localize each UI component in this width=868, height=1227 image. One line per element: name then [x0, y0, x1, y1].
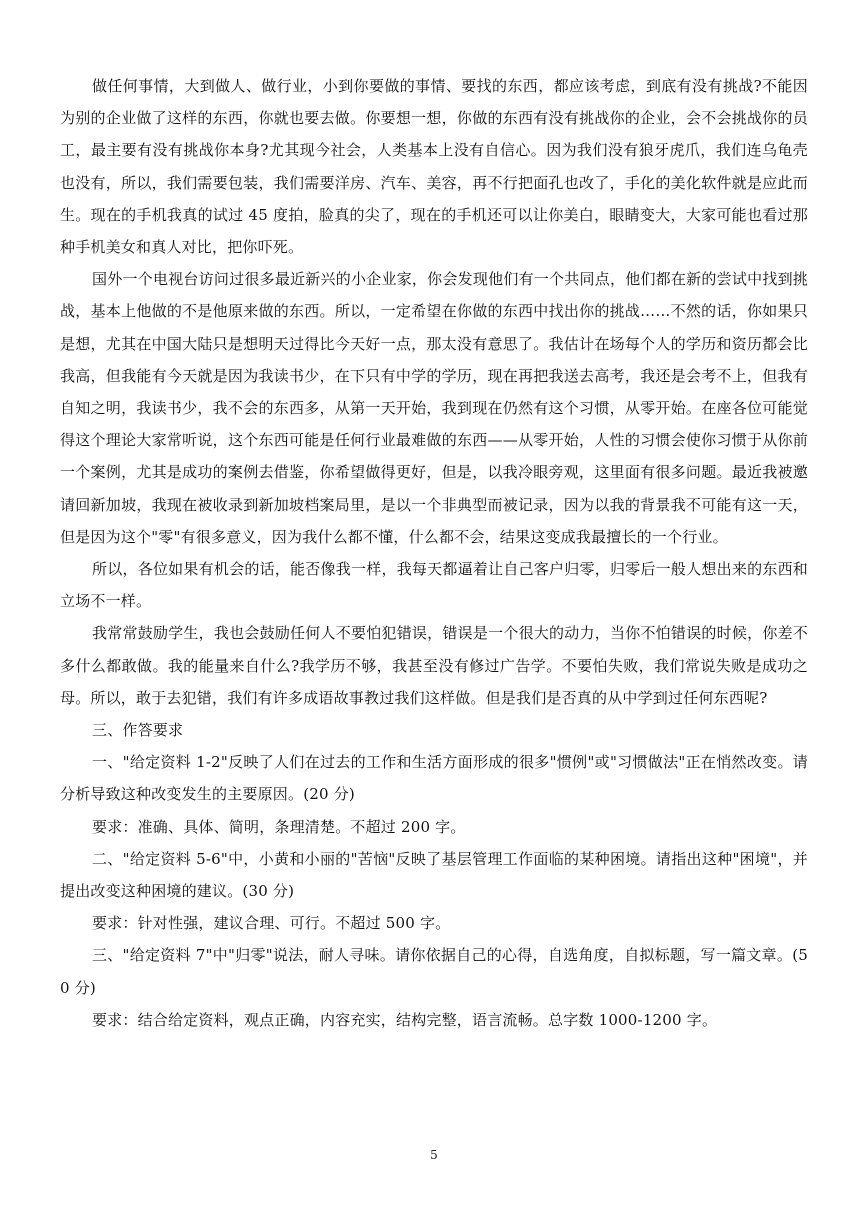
paragraph-challenge-intro: 做任何事情，大到做人、做行业，小到你要做的事情、要找的东西，都应该考虑，到底有没有挑战?不能因为别的企业做了这样的东西，你就也要去做。你要想一想，你做的东西有没有挑战你的企业，会不会挑战你的员工，最主要有没有挑战你本身?尤其现今社会，人类基本上没有自信心。因为我们没有狼牙虎爪，我们连乌龟壳也没有，所以，我们需要包装，我们需要洋房、汽车、美容，再不行把面孔也改了，手化的美化软件就是应此而生。现在的手机我真的试过 45 度拍，脸真的尖了，现在的手机还可以让你美白，眼睛变大，大家可能也看过那种手机美女和真人对比，把你吓死。: [60, 77, 808, 257]
document-body: [60, 70, 808, 1036]
question-1-requirements: 要求：准确、具体、简明，条理清楚。不超过 200 字。: [92, 817, 466, 836]
question-2: 二、"给定资料 5-6"中，小黄和小丽的"苦恼"反映了基层管理工作面临的某种困境。请指出这种"困境"，并提出改变这种困境的建议。(30 分): [60, 849, 808, 901]
section-heading-requirements: 三、作答要求: [92, 721, 184, 740]
paragraph-start-from-zero: 国外一个电视台访问过很多最近新兴的小企业家，你会发现他们有一个共同点，他们都在新的尝试中找到挑战，基本上他做的不是他原来做的东西。所以，一定希望在你做的东西中找出你的挑战……不然的话，你如果只是想，尤其在中国大陆只是想明天过得比今天好一点，那太没有意思了。我估计在场每个人的学历和资历都会比我高，但我能有今天就是因为我读书少，在下只有中学的学历，现在再把我送去高考，我还是会考不上，但我有自知之明，我读书少，我不会的东西多，从第一天开始，我到现在仍然有这个习惯，从零开始。在座各位可能觉得这个理论大家常听说，这个东西可能是任何行业最难做的东西——从零开始，人性的习惯会使你习惯于从你前一个案例，尤其是成功的案例去借鉴，你希望做得更好，但是，以我冷眼旁观，这里面有很多问题。最近我被邀请回新加坡，我现在被收录到新加坡档案局里，是以一个非典型而被记录，因为以我的背景我不可能有这一天，但是因为这个"零"有很多意义，因为我什么都不懂，什么都不会，结果这变成我最擅长的一个行业。: [60, 270, 808, 546]
paragraph-dont-fear-mistakes: 我常常鼓励学生，我也会鼓励任何人不要怕犯错误，错误是一个很大的动力，当你不怕错误的时候，你差不多什么都敢做。我的能量来自什么?我学历不够，我甚至没有修过广告学。不要怕失败，我们常说失败是成功之母。所以，敢于去犯错，我们有许多成语故事教过我们这样做。但是我们是否真的从中学到过任何东西呢?: [60, 624, 808, 707]
question-3-requirements: 要求：结合给定资料，观点正确，内容充实，结构完整，语言流畅。总字数 1000-1200 字。: [92, 1010, 718, 1029]
question-1: 一、"给定资料 1-2"反映了人们在过去的工作和生活方面形成的很多"惯例"或"习惯做法"正在悄然改变。请分析导致这种改变发生的主要原因。(20 分): [60, 753, 808, 804]
question-2-requirements: 要求：针对性强，建议合理、可行。不超过 500 字。: [92, 914, 451, 933]
paragraph-reset-to-zero: 所以，各位如果有机会的话，能否像我一样，我每天都逼着让自己客户归零，归零后一般人想出来的东西和立场不一样。: [60, 560, 808, 611]
question-3: 三、"给定资料 7"中"归零"说法，耐人寻味。请你依据自己的心得，自选角度，自拟标题，写一篇文章。(50 分): [60, 946, 808, 997]
page-number: 5: [430, 1148, 438, 1162]
